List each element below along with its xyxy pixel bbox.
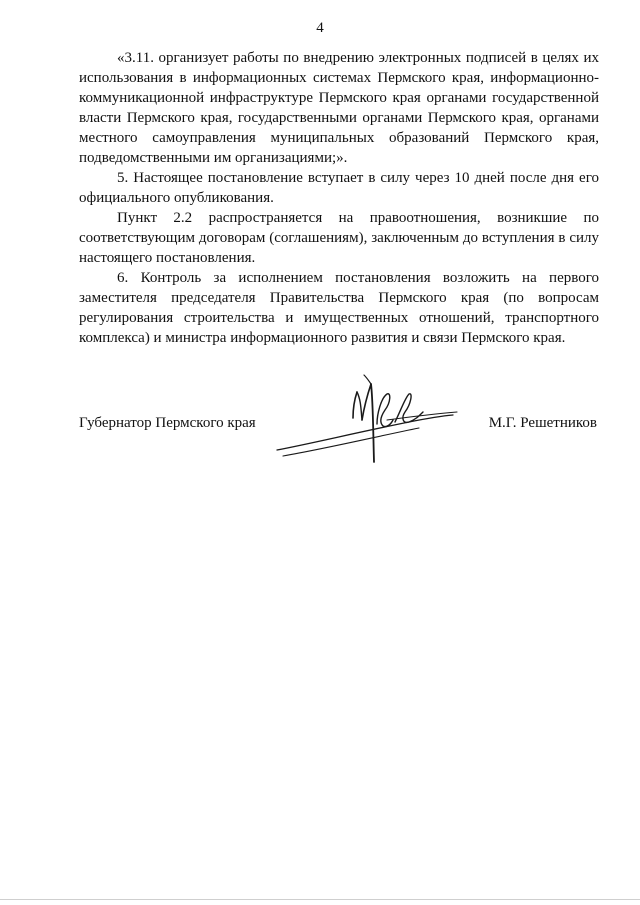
handwritten-signature <box>269 370 469 470</box>
paragraph-item-2-2-note: Пункт 2.2 распространяется на правоотношения, возникшие по соответствующим договорам (соглашениям), заключенным до вступления в силу настоящего постановления. <box>79 210 599 266</box>
signatory-position: Губернатор Пермского края <box>79 415 256 431</box>
paragraph-item-5: 5. Настоящее постановление вступает в силу через 10 дней после дня его официального опубликования. <box>79 170 599 206</box>
signatory-name: М.Г. Решетников <box>488 415 597 431</box>
page-bottom-edge <box>0 899 640 900</box>
signature-block <box>79 370 599 470</box>
paragraph-clause-3-11: «3.11. организует работы по внедрению электронных подписей в целях их использования в информационных системах Пермского края, информационно-коммуникационной инфраструктуре Пермского края органами государственной власти Пермского края, государственными органами Пермского края, органами местного самоуправления муниципальных образований Пермского края, подведомственными им организациями;». <box>79 50 599 166</box>
paragraph-item-6: 6. Контроль за исполнением постановления возложить на первого заместителя председателя Правительства Пермского края (по вопросам регулирования строительства и имущественных отношений, транспортного комплекса) и министра информационного развития и связи Пермского края. <box>79 270 599 346</box>
document-body <box>79 48 599 348</box>
page-number: 4 <box>316 20 324 36</box>
